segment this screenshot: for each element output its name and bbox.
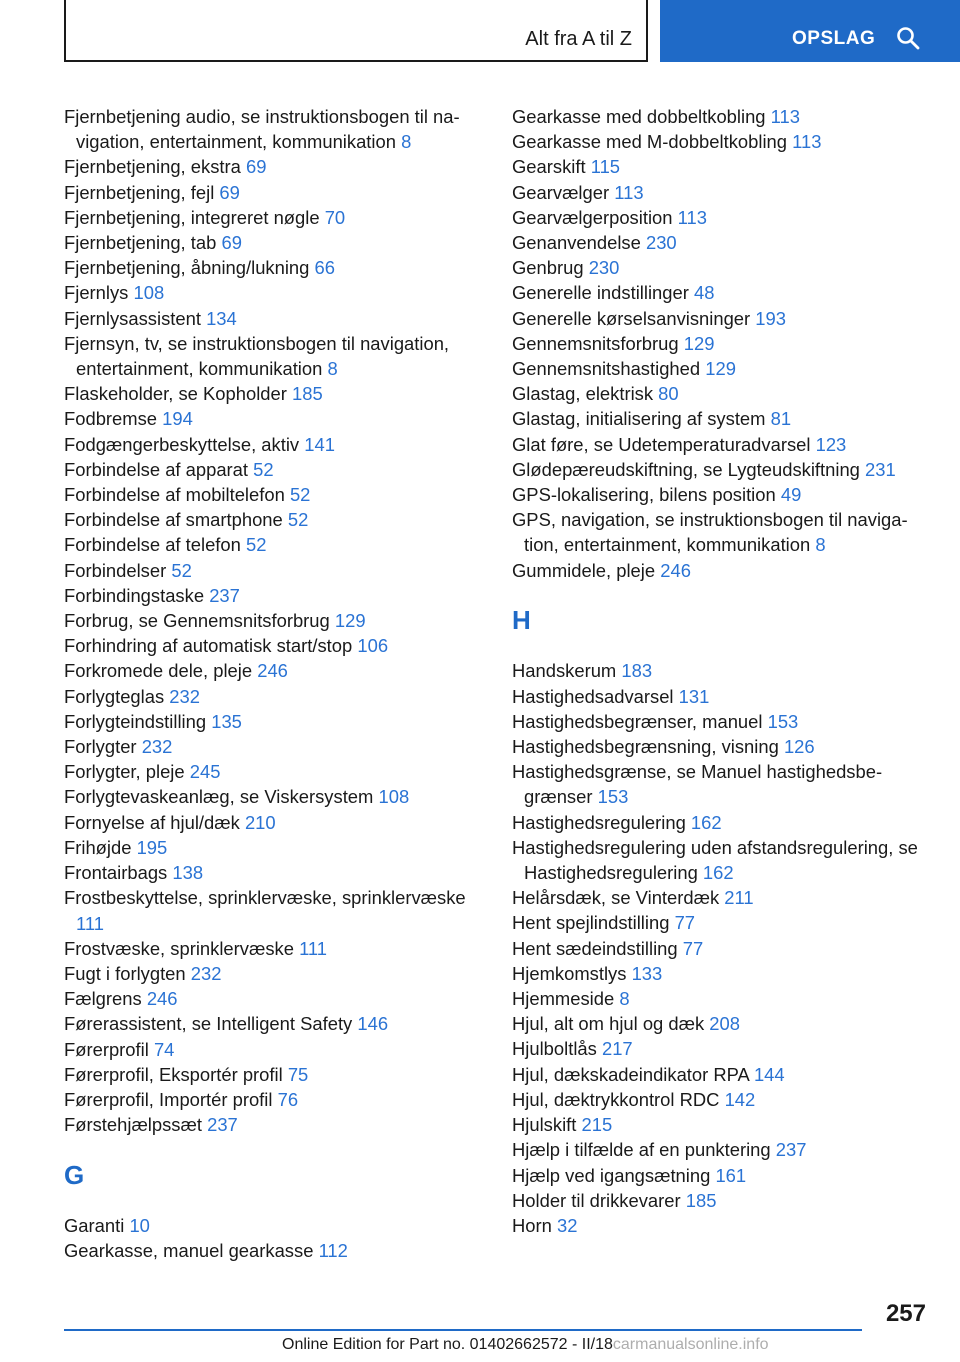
index-entry-text: Frostbeskyttelse, sprinklervæske, sprinklervæske [64, 887, 466, 909]
index-entry [512, 331, 932, 356]
index-entry [64, 280, 484, 305]
index-entry-text: Hjemkomstlys [512, 962, 627, 984]
footer-divider [64, 1329, 862, 1331]
index-entry-text: Forbindelse af telefon [64, 534, 241, 556]
index-entry-text: GPS-lokalisering, bilens position [512, 484, 776, 506]
index-page-link[interactable]: 106 [357, 635, 389, 657]
index-entry-text: Fodbremse [64, 408, 158, 430]
index-page-link[interactable]: 77 [682, 937, 704, 959]
index-entry-text: Hjælp i tilfælde af en punktering [512, 1139, 771, 1161]
footer-edition: Online Edition for Part no. 01402662572 - II/18 [282, 1336, 613, 1353]
index-entry-text: Gearkasse med dobbeltkobling [512, 106, 766, 127]
index-entry [64, 684, 484, 709]
index-entry-text: Fjernbetjening, åbning/lukning [64, 257, 310, 279]
index-entry [64, 658, 484, 683]
index-entry-text: Helårsdæk, se Vinterdæk [512, 887, 720, 909]
index-page-link[interactable]: 246 [257, 660, 288, 682]
index-entry [512, 1188, 932, 1213]
index-entry [64, 1087, 484, 1112]
index-page-link[interactable]: 246 [146, 988, 178, 1010]
index-entry [64, 104, 484, 154]
index-entry-text: Gearkasse med M-dobbeltkobling [512, 131, 787, 153]
index-entry-text: Frostvæske, sprinklervæske [64, 937, 294, 959]
index-page-link[interactable]: 108 [133, 282, 165, 304]
index-page-link[interactable]: 52 [246, 534, 267, 556]
index-entry-text: Forbindingstaske [64, 584, 205, 606]
index-entry [64, 432, 484, 457]
index-page-link[interactable]: 81 [770, 408, 792, 430]
index-entry [64, 1062, 484, 1087]
index-entry [512, 432, 932, 457]
index-page-link[interactable]: 52 [171, 559, 192, 581]
index-entry [512, 1062, 932, 1087]
index-entry-text: Hjemmeside [512, 988, 615, 1010]
index-page-link[interactable]: 113 [770, 106, 800, 127]
index-entry [64, 532, 484, 557]
index-page-link[interactable]: 48 [693, 282, 715, 304]
index-page-link[interactable]: 8 [401, 131, 412, 153]
index-page-link[interactable]: 113 [614, 181, 644, 203]
index-page-link[interactable]: 32 [557, 1214, 578, 1236]
tab-search[interactable] [660, 0, 960, 62]
index-page-link[interactable]: 230 [588, 257, 620, 279]
footer [282, 1336, 769, 1354]
index-entry-text: Horn [512, 1214, 552, 1236]
index-page-link[interactable]: 231 [865, 458, 896, 480]
index-entry-text: Frihøjde [64, 836, 132, 858]
index-entry [64, 381, 484, 406]
index-entry [64, 406, 484, 431]
index-entry-text: Gennemsnitshastighed [512, 358, 701, 380]
index-entry [512, 1163, 932, 1188]
index-entry-text: Fjernbetjening, tab [64, 232, 217, 254]
index-entry [64, 230, 484, 255]
index-entry-text: Frontairbags [64, 862, 168, 884]
index-letter-heading: H [512, 605, 531, 636]
index-page-link[interactable]: 217 [601, 1038, 633, 1060]
index-entry [512, 230, 932, 255]
index-entry [64, 482, 484, 507]
index-entry [512, 104, 932, 129]
index-entry-text: Forlygter [64, 736, 137, 758]
index-page-link[interactable]: 66 [314, 257, 335, 279]
index-page-link[interactable]: 77 [674, 912, 696, 934]
index-page-link[interactable]: 129 [334, 610, 366, 632]
index-entry [64, 507, 484, 532]
index-entry [64, 810, 484, 835]
index-entry-text: Forlygteglas [64, 685, 165, 707]
index-entry-text: Fjernbetjening, fejl [64, 181, 215, 203]
index-page-link[interactable]: 232 [169, 685, 200, 707]
index-entry [64, 331, 484, 381]
index-page-link[interactable]: 52 [287, 509, 309, 531]
index-entry [64, 306, 484, 331]
index-entry-text: Førerassistent, se Intelligent Safety [64, 1013, 353, 1035]
index-page-link[interactable]: 215 [581, 1114, 613, 1136]
index-entry [64, 583, 484, 608]
index-page-link[interactable]: 108 [378, 786, 410, 808]
index-entry-text: Hjulskift [512, 1114, 577, 1136]
index-page-link[interactable]: 153 [597, 786, 629, 808]
index-page-link[interactable]: 237 [207, 1114, 238, 1136]
index-entry-text: Forbindelser [64, 559, 167, 581]
index-page-link[interactable]: 185 [292, 383, 323, 405]
index-entry-text: Genanvendelse [512, 232, 641, 254]
index-entry-text: Generelle indstillinger [512, 282, 689, 304]
index-entry [512, 381, 932, 406]
index-entry [512, 1011, 932, 1036]
index-entry-text: Hjul, dæktrykkontrol RDC [512, 1088, 720, 1110]
index-entry [64, 180, 484, 205]
index-entry-text: Førstehjælpssæt [64, 1114, 202, 1136]
index-entry [512, 658, 932, 683]
index-entry-text: Gearvælgerposition [512, 206, 673, 228]
index-entry [512, 457, 932, 482]
index-entry [512, 306, 932, 331]
index-entry-text: Gennemsnitsforbrug [512, 332, 679, 354]
index-page-link[interactable]: 162 [702, 862, 734, 884]
index-entry-text: Gearskift [512, 156, 586, 178]
index-entry [512, 180, 932, 205]
index-entry-text: Gearvælger [512, 181, 610, 203]
index-entry-text: Forlygter, pleje [64, 761, 185, 783]
index-entry-text: Hjulboltlås [512, 1038, 597, 1060]
index-entry-text: Fjernbetjening audio, se instruktionsbogen til navigation, entertainment, kommunikation [64, 106, 460, 153]
index-page-link[interactable]: 129 [705, 358, 736, 380]
index-entry-text: Forbindelse af mobiltelefon [64, 484, 285, 506]
index-page-link[interactable]: 80 [658, 383, 679, 405]
index-entry [512, 684, 932, 709]
index-page-link[interactable]: 8 [815, 534, 826, 556]
index-page-link[interactable]: 129 [683, 332, 715, 354]
index-page-link[interactable]: 131 [678, 685, 710, 707]
index-entry-text: Fjernlysassistent [64, 307, 201, 329]
footer-watermark: carmanualsonline.info [612, 1336, 769, 1353]
index-page-link[interactable]: 74 [153, 1038, 175, 1060]
index-page-link[interactable]: 183 [621, 660, 653, 682]
index-entry-text: Fugt i forlygten [64, 962, 186, 984]
index-entry-text: Forbrug, se Gennemsnitsforbrug [64, 610, 330, 632]
index-column-left [64, 104, 484, 1263]
index-page-link[interactable]: 211 [724, 887, 754, 909]
index-page-link[interactable]: 113 [792, 131, 822, 153]
tab-a-to-z-label: Alt fra A til Z [525, 28, 632, 50]
index-entry [64, 154, 484, 179]
index-page-link[interactable]: 162 [690, 811, 722, 833]
index-entry-text: Gummidele, pleje [512, 559, 656, 581]
page-number: 257 [885, 1300, 926, 1327]
index-page-link[interactable]: 135 [211, 710, 242, 732]
index-entry-text: Forbindelse af smartphone [64, 509, 283, 531]
index-entry-text: GPS, navigation, se instruktionsbogen til navigation, entertainment, kommunikation [512, 509, 908, 556]
index-page-link[interactable]: 144 [753, 1063, 785, 1085]
index-entry-text: Fjernbetjening, integreret nøgle [64, 206, 320, 228]
index-page-link[interactable]: 232 [141, 736, 173, 758]
index-page-link[interactable]: 8 [619, 988, 630, 1010]
index-page-link[interactable]: 134 [206, 307, 237, 329]
index-entry-text: Fjernsyn, tv, se instruktionsbogen til navigation, entertainment, kommunikation [64, 332, 450, 380]
index-entry [64, 1037, 484, 1062]
index-page-link[interactable]: 52 [253, 458, 274, 480]
index-page-link[interactable]: 49 [780, 484, 802, 506]
tab-a-to-z[interactable] [64, 0, 648, 62]
index-letter-heading: G [64, 1159, 85, 1190]
index-entry-text: Hent sædeindstilling [512, 937, 678, 959]
index-entry [512, 910, 932, 935]
index-entry [512, 1112, 932, 1137]
index-page-link[interactable]: 69 [245, 156, 267, 178]
index-entry [64, 860, 484, 885]
index-entry-text: Hastighedsadvarsel [512, 685, 674, 707]
index-entry-text: Handskerum [512, 660, 617, 682]
index-entry [64, 1213, 484, 1238]
index-entry-text: Forkromede dele, pleje [64, 660, 253, 682]
index-entry-text: Hastighedsbegrænsning, visning [512, 736, 779, 758]
index-entry-text: Hjul, dækskadeindikator RPA [512, 1063, 749, 1085]
index-entry-text: Flaskeholder, se Kopholder [64, 383, 287, 405]
index-entry [64, 1011, 484, 1036]
index-entry-text: Hastighedsregulering [512, 811, 686, 833]
index-page-link[interactable]: 237 [775, 1139, 807, 1161]
index-entry-text: Førerprofil [64, 1038, 149, 1060]
index-page-link[interactable]: 185 [685, 1189, 717, 1211]
index-entry [512, 961, 932, 986]
index-entry [512, 507, 932, 557]
search-icon [896, 26, 920, 50]
index-entry [64, 633, 484, 658]
index-entry [512, 406, 932, 431]
index-entry [64, 558, 484, 583]
index-page-link[interactable]: 245 [189, 761, 221, 783]
index-page-link[interactable]: 195 [136, 836, 168, 858]
index-page-link[interactable]: 10 [129, 1214, 150, 1236]
index-entry [512, 1087, 932, 1112]
index-entry [512, 129, 932, 154]
index-entry [512, 558, 932, 583]
index-entry [512, 936, 932, 961]
index-entry-text: Forlygteindstilling [64, 710, 207, 732]
index-page-link[interactable]: 133 [631, 962, 663, 984]
index-page-link[interactable]: 69 [219, 181, 240, 203]
index-column-right [512, 104, 932, 1238]
index-entry [64, 759, 484, 784]
index-entry [64, 255, 484, 280]
index-page-link[interactable]: 76 [277, 1088, 299, 1110]
index-entry-text: Fælgrens [64, 988, 142, 1010]
index-entry [512, 986, 932, 1011]
index-entry [64, 784, 484, 809]
index-page-link[interactable]: 146 [357, 1013, 389, 1035]
index-entry-text: Glastag, elektrisk [512, 383, 654, 405]
index-entry-text: Hjul, alt om hjul og dæk [512, 1013, 705, 1035]
index-page-link[interactable]: 142 [724, 1088, 756, 1110]
index-entry [64, 608, 484, 633]
index-entry-text: Holder til drikkevarer [512, 1189, 681, 1211]
index-entry-text: Glastag, initialisering af system [512, 408, 766, 430]
index-page-link[interactable]: 194 [162, 408, 193, 430]
index-entry [512, 205, 932, 230]
index-entry-text: Hent spejlindstilling [512, 912, 670, 934]
index-page-link[interactable]: 115 [590, 156, 621, 178]
index-entry [64, 961, 484, 986]
index-page-link[interactable]: 113 [677, 206, 707, 228]
index-page-link[interactable]: 112 [318, 1240, 348, 1262]
index-entry-text: Garanti [64, 1214, 125, 1236]
index-entry [512, 1213, 932, 1238]
index-entry-text: Fornyelse af hjul/dæk [64, 811, 240, 833]
index-entry-text: Fjernbetjening, ekstra [64, 156, 241, 178]
index-page-link[interactable]: 69 [221, 232, 242, 254]
index-entry [512, 885, 932, 910]
index-page-link[interactable]: 123 [815, 433, 847, 455]
index-entry-text: Glat føre, se Udetemperaturadvarsel [512, 433, 811, 455]
index-entry [512, 255, 932, 280]
index-page-link[interactable]: 75 [287, 1063, 309, 1085]
index-page-link[interactable]: 210 [244, 811, 276, 833]
index-page-link[interactable]: 111 [76, 912, 104, 934]
index-page-link[interactable]: 52 [289, 484, 311, 506]
index-entry-text: Forhindring af automatisk start/stop [64, 635, 353, 657]
index-entry [64, 885, 484, 935]
index-entry-text: Fjernlys [64, 282, 129, 304]
index-entry [64, 205, 484, 230]
index-entry-text: Hastighedsgrænse, se Manuel hastighedsbegrænser [512, 761, 883, 808]
index-page-link[interactable]: 193 [755, 307, 786, 329]
index-entry [512, 1036, 932, 1061]
index-page-link[interactable]: 126 [783, 736, 815, 758]
index-entry [64, 734, 484, 759]
index-entry [64, 835, 484, 860]
index-entry-text: Forbindelse af apparat [64, 458, 249, 480]
index-entry-text: Hastighedsbegrænser, manuel [512, 710, 763, 732]
index-entry [64, 1238, 484, 1263]
index-page-link[interactable]: 208 [709, 1013, 740, 1035]
index-entry [64, 936, 484, 961]
index-entry [512, 810, 932, 835]
index-entry-text: Hjælp ved igangsætning [512, 1164, 711, 1186]
index-page-link[interactable]: 161 [715, 1164, 747, 1186]
index-entry-text: Genbrug [512, 257, 584, 279]
index-entry [512, 280, 932, 305]
index-entry [512, 709, 932, 734]
index-page-link[interactable]: 232 [190, 962, 222, 984]
index-entry [512, 759, 932, 809]
index-page-link[interactable]: 141 [304, 433, 335, 455]
index-entry-text: Førerprofil, Eksportér profil [64, 1063, 283, 1085]
index-entry-text: Generelle kørselsanvisninger [512, 307, 751, 329]
index-entry [512, 835, 932, 885]
index-entry [512, 356, 932, 381]
index-page-link[interactable]: 246 [660, 559, 691, 581]
index-page-link[interactable]: 153 [767, 710, 799, 732]
index-entry [64, 1112, 484, 1137]
index-entry [512, 734, 932, 759]
index-entry [64, 457, 484, 482]
index-entry-text: Glødepæreudskiftning, se Lygteudskiftning [512, 458, 860, 480]
index-entry-text: Gearkasse, manuel gearkasse [64, 1240, 314, 1262]
tab-search-label: OPSLAG [792, 28, 876, 49]
index-entry-text: Fodgængerbeskyttelse, aktiv [64, 433, 300, 455]
index-entry-text: Forlygtevaskeanlæg, se Viskersystem [64, 786, 374, 808]
index-page-link[interactable]: 111 [299, 937, 328, 959]
index-page-link[interactable]: 237 [209, 584, 240, 606]
index-page-link[interactable]: 138 [172, 862, 204, 884]
index-entry [512, 1137, 932, 1162]
index-page-link[interactable]: 8 [327, 358, 338, 380]
index-page-link[interactable]: 70 [324, 206, 346, 228]
index-entry [64, 986, 484, 1011]
index-entry-text: Førerprofil, Importér profil [64, 1088, 273, 1110]
index-entry [512, 154, 932, 179]
index-page-link[interactable]: 230 [645, 232, 677, 254]
index-entry [64, 709, 484, 734]
index-entry-text: Hastighedsregulering uden afstandsregulering, se Hastighedsregulering [512, 836, 918, 884]
index-entry [512, 482, 932, 507]
